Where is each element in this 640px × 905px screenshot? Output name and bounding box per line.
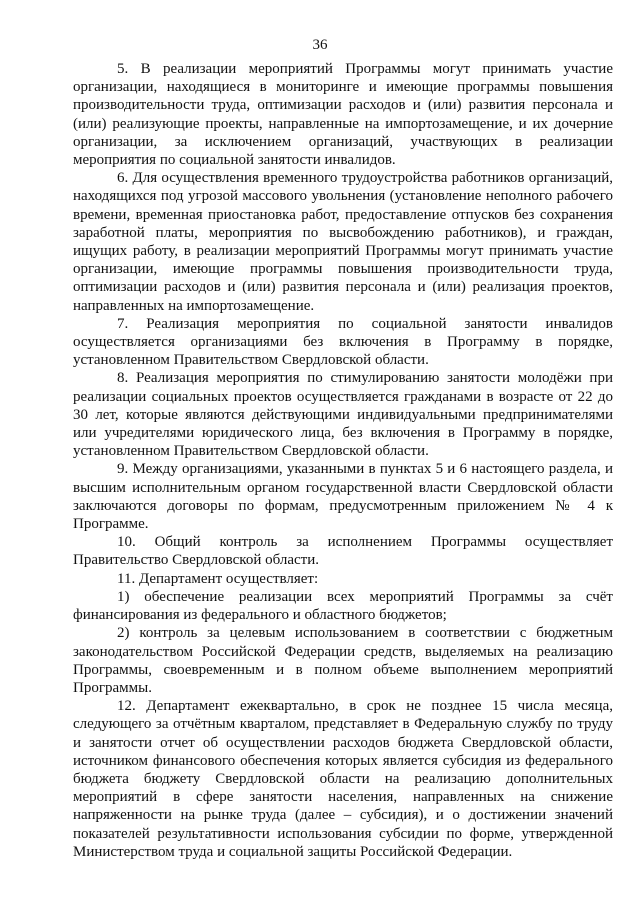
paragraph-8-youth-employment: 8. Реализация мероприятия по стимулированию занятости молодёжи при реализации социальных проектов осуществляется гражданами в возрасте от 22 до 30 лет, которые являются действующими индивидуальными предпринимателями или учредителями юридического лица, без включения в Программу в порядке, установленном Правительством Свердловской области. <box>73 370 613 460</box>
paragraph-5-organizations-participation: 5. В реализации мероприятий Программы могут принимать участие организации, находящиеся в мониторинге и имеющие программы повышения производительности труда, оптимизации расходов и (или) развития персонала и (или) реализующие проекты, направленные на импортозамещение, и их дочерние организации, за исключением организаций, участвующих в реализации мероприятия по социальной занятости инвалидов. <box>73 61 613 169</box>
list-item-1-financing: 1) обеспечение реализации всех мероприятий Программы за счёт финансирования из федерального и областного бюджетов; <box>73 588 613 624</box>
paragraph-10-general-control: 10. Общий контроль за исполнением Программы осуществляет Правительство Свердловской области. <box>73 534 613 569</box>
paragraph-11-department-duties: 11. Департамент осуществляет: <box>117 570 319 587</box>
list-item-2-targeted-use-control: 2) контроль за целевым использованием в соответствии с бюджетным законодательством Российской Федерации средств, выделяемых на реализацию Программы, своевременным и в полном объеме выполнением мероприятий Программы. <box>73 625 613 696</box>
page-number: 36 <box>312 37 328 53</box>
paragraph-6-temporary-employment: 6. Для осуществления временного трудоустройства работников организаций, находящихся под угрозой массового увольнения (установление неполного рабочего времени, временная приостановка работ, предоставление отпусков без сохранения заработной платы, мероприятия по высвобождению работников), и граждан, ищущих работу, в реализации мероприятий Программы могут принимать участие организации, имеющие программы повышения производительности труда, оптимизации расходов и (или) развития персонала и (или) реализация проектов, направленных на импортозамещение. <box>73 170 613 314</box>
document-body <box>73 60 613 861</box>
paragraph-7-social-employment-disabled: 7. Реализация мероприятия по социальной занятости инвалидов осуществляется организациями без включения в Программу в порядке, установленном Правительством Свердловской области. <box>73 315 613 369</box>
paragraph-9-contracts: 9. Между организациями, указанными в пунктах 5 и 6 настоящего раздела, и высшим исполнительным органом государственной власти Свердловской области заключаются договоры по формам, предусмотренным приложением № 4 к Программе. <box>73 461 613 533</box>
paragraph-12-quarterly-report: 12. Департамент ежеквартально, в срок не позднее 15 числа месяца, следующего за отчётным кварталом, представляет в Федеральную службу по труду и занятости отчет об осуществлении расходов бюджета Свердловской области, источником финансового обеспечения которых является субсидия из федерального бюджета бюджету Свердловской области на реализацию дополнительных мероприятий в сфере занятости населения, направленных на снижение напряженности на рынке труда (далее – субсидия), и о достижении значений показателей результативности использования субсидии по форме, утвержденной Министерством труда и социальной защиты Российской Федерации. <box>73 698 613 860</box>
